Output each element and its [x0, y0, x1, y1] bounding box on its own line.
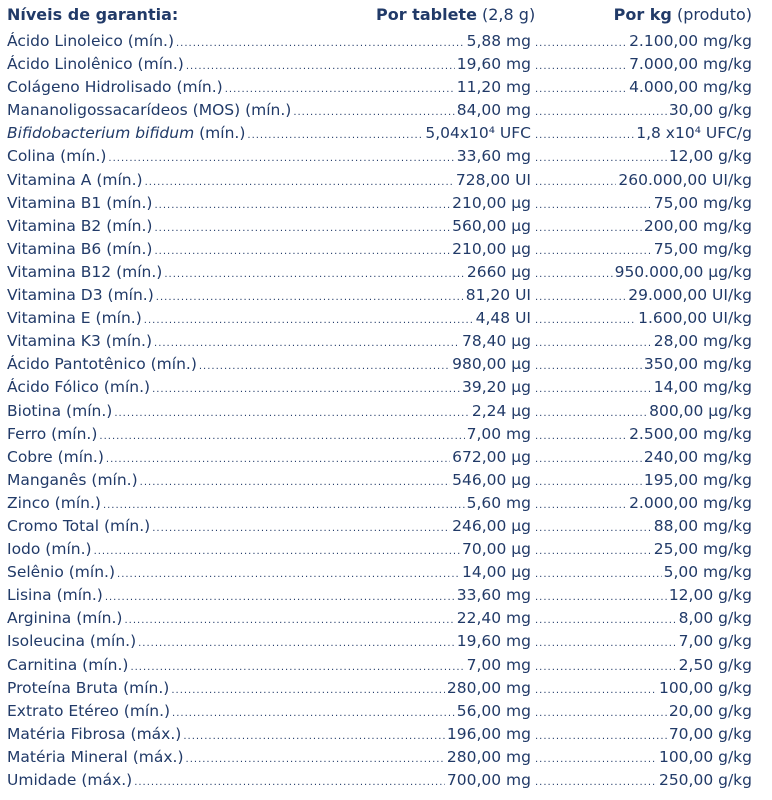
dot-leader	[535, 217, 642, 240]
row-name-and-tablet-value	[7, 469, 531, 494]
dot-leader	[152, 378, 460, 401]
nutrient-name: Vitamina A (mín.)	[7, 170, 143, 189]
table-row	[0, 99, 772, 122]
per-kg-value: 800,00 µg/kg	[649, 401, 752, 420]
dot-leader	[99, 425, 464, 448]
per-tablet-unit: (2,8 g)	[476, 5, 536, 24]
dot-leader	[535, 332, 652, 355]
dot-leader	[535, 494, 627, 517]
per-tablet-value: 33,60 mg	[456, 147, 531, 166]
per-kg-value: 950.000,00 µg/kg	[614, 262, 752, 281]
per-kg-value: 29.000,00 UI/kg	[628, 286, 752, 305]
nutrient-name: Mananoligossacarídeos (MOS) (mín.)	[7, 101, 292, 120]
row-name-and-tablet-value	[7, 446, 531, 471]
per-kg-value: 195,00 mg/kg	[643, 470, 752, 489]
per-tablet-value: 70,00 µg	[461, 540, 531, 559]
dot-leader	[535, 679, 657, 702]
dot-leader	[535, 632, 677, 655]
table-row	[0, 746, 772, 769]
per-tablet-value: 56,00 mg	[456, 701, 531, 720]
nutrient-name: Vitamina B6 (mín.)	[7, 239, 153, 258]
table-row	[0, 561, 772, 584]
row-name-and-tablet-value	[7, 515, 531, 540]
nutrient-name: Iodo (mín.)	[7, 540, 92, 559]
dot-leader	[535, 309, 636, 332]
per-tablet-value: 22,40 mg	[456, 609, 531, 628]
table-row	[0, 330, 772, 353]
nutrient-name: Ácido Linoleico (mín.)	[7, 32, 174, 50]
table-row	[0, 630, 772, 653]
per-tablet-value: 280,00 mg	[446, 678, 531, 697]
per-tablet-value: 7,00 mg	[466, 655, 531, 674]
dot-leader	[535, 101, 667, 124]
table-row	[0, 700, 772, 723]
nutrient-name: Cobre (mín.)	[7, 447, 104, 466]
per-kg-value: 240,00 mg/kg	[643, 447, 752, 466]
row-per-kg-value	[533, 330, 752, 355]
per-tablet-value: 11,20 mg	[456, 78, 531, 97]
per-kg-value: 28,00 mg/kg	[653, 332, 752, 351]
dot-leader	[535, 725, 667, 748]
row-per-kg-value	[533, 561, 752, 586]
dot-leader	[164, 263, 465, 286]
dot-leader	[138, 632, 455, 655]
per-tablet-value: 78,40 µg	[461, 332, 531, 351]
row-per-kg-value	[533, 400, 752, 425]
table-title: Níveis de garantia:	[7, 5, 179, 24]
dot-leader	[535, 147, 667, 170]
row-name-and-tablet-value	[7, 215, 531, 240]
row-per-kg-value	[533, 492, 752, 517]
per-kg-value: 30,00 g/kg	[668, 101, 752, 120]
row-per-kg-value	[533, 469, 752, 494]
dot-leader	[225, 78, 455, 101]
per-kg-value: 2.000,00 mg/kg	[629, 493, 752, 512]
row-per-kg-value	[533, 700, 752, 725]
row-per-kg-value	[533, 53, 752, 78]
row-per-kg-value	[533, 630, 752, 655]
dot-leader	[535, 402, 647, 425]
row-per-kg-value	[533, 654, 752, 679]
dot-leader	[535, 771, 657, 794]
row-per-kg-value	[533, 238, 752, 263]
table-row	[0, 169, 772, 192]
row-per-kg-value	[533, 584, 752, 609]
per-tablet-value: 4,48 UI	[475, 309, 531, 328]
per-tablet-value: 7,00 mg	[466, 424, 531, 443]
nutrient-name-qualifier: (mín.)	[194, 124, 246, 143]
row-name-and-tablet-value	[7, 607, 531, 632]
row-name-and-tablet-value	[7, 723, 531, 748]
row-name-and-tablet-value	[7, 492, 531, 517]
per-kg-value: 70,00 g/kg	[668, 724, 752, 743]
per-tablet-value: 19,60 mg	[456, 632, 531, 651]
dot-leader	[154, 332, 460, 355]
dot-leader	[535, 563, 662, 586]
table-row	[0, 238, 772, 261]
per-tablet-value: 210,00 µg	[452, 193, 531, 212]
row-name-and-tablet-value	[7, 122, 531, 147]
per-kg-label: Por kg	[613, 5, 672, 24]
nutrient-name: Biotina (mín.)	[7, 401, 113, 420]
nutrient-name	[7, 122, 245, 145]
dot-leader	[108, 147, 454, 170]
row-per-kg-value	[533, 145, 752, 170]
row-name-and-tablet-value	[7, 677, 531, 702]
table-row	[0, 492, 772, 515]
per-tablet-value: 980,00 µg	[452, 355, 531, 374]
dot-leader	[124, 609, 454, 632]
per-kg-unit: (produto)	[671, 5, 752, 24]
per-kg-value: 12,00 g/kg	[668, 147, 752, 166]
row-name-and-tablet-value	[7, 746, 531, 771]
row-name-and-tablet-value	[7, 423, 531, 448]
dot-leader	[535, 78, 627, 101]
dot-leader	[535, 656, 677, 679]
nutrient-name: Umidade (máx.)	[7, 771, 133, 789]
per-tablet-value: 81,20 UI	[465, 286, 531, 305]
row-per-kg-value	[533, 538, 752, 563]
per-kg-value: 7,00 g/kg	[678, 632, 752, 651]
dot-leader	[145, 171, 454, 194]
dot-leader	[535, 448, 642, 471]
table-row	[0, 400, 772, 423]
dot-leader	[171, 679, 445, 702]
nutrient-name: Matéria Fibrosa (máx.)	[7, 724, 182, 743]
row-name-and-tablet-value	[7, 307, 531, 332]
per-kg-value: 8,00 g/kg	[678, 609, 752, 628]
dot-leader	[156, 286, 464, 309]
row-per-kg-value	[533, 307, 752, 332]
row-name-and-tablet-value	[7, 261, 531, 286]
dot-leader	[176, 32, 465, 55]
per-tablet-value: 280,00 mg	[446, 747, 531, 766]
row-per-kg-value	[533, 376, 752, 401]
per-kg-value: 88,00 mg/kg	[653, 516, 752, 535]
table-row	[0, 30, 772, 53]
per-tablet-value: 246,00 µg	[452, 516, 531, 535]
table-row	[0, 76, 772, 99]
dot-leader	[535, 55, 627, 78]
dot-leader	[293, 101, 454, 124]
nutrient-name: Manganês (mín.)	[7, 470, 138, 489]
row-name-and-tablet-value	[7, 630, 531, 655]
nutrient-name: Zinco (mín.)	[7, 493, 101, 512]
row-per-kg-value	[533, 746, 752, 771]
per-kg-value: 75,00 mg/kg	[653, 239, 752, 258]
per-kg-value: 100,00 g/kg	[658, 747, 752, 766]
dot-leader	[535, 586, 667, 609]
per-tablet-value: 5,60 mg	[466, 493, 531, 512]
dot-leader	[117, 563, 460, 586]
per-kg-value: 20,00 g/kg	[668, 701, 752, 720]
per-kg-value: 5,00 mg/kg	[663, 563, 752, 582]
per-kg-value: 250,00 g/kg	[658, 771, 752, 789]
per-tablet-value: 19,60 mg	[456, 55, 531, 74]
row-name-and-tablet-value	[7, 53, 531, 78]
row-per-kg-value	[533, 677, 752, 702]
row-per-kg-value	[533, 122, 752, 147]
per-tablet-value: 33,60 mg	[456, 586, 531, 605]
nutrient-name: Extrato Etéreo (mín.)	[7, 701, 171, 720]
dot-leader	[130, 656, 464, 679]
per-kg-value: 350,00 mg/kg	[643, 355, 752, 374]
nutrient-name: Vitamina E (mín.)	[7, 309, 142, 328]
row-per-kg-value	[533, 99, 752, 124]
per-tablet-value: 14,00 µg	[461, 563, 531, 582]
nutrient-name: Cromo Total (mín.)	[7, 516, 151, 535]
dot-leader	[535, 32, 627, 55]
table-row	[0, 215, 772, 238]
dot-leader	[535, 355, 642, 378]
dot-leader	[103, 494, 465, 517]
row-per-kg-value	[533, 769, 752, 794]
table-row	[0, 607, 772, 630]
row-per-kg-value	[533, 215, 752, 240]
dot-leader	[535, 748, 657, 771]
per-tablet-value: 210,00 µg	[452, 239, 531, 258]
per-kg-value: 200,00 mg/kg	[643, 216, 752, 235]
dot-leader	[247, 124, 423, 147]
table-row	[0, 538, 772, 561]
dot-leader	[535, 378, 652, 401]
per-tablet-label: Por tablete	[376, 5, 477, 24]
nutrient-name: Vitamina D3 (mín.)	[7, 286, 154, 305]
row-name-and-tablet-value	[7, 538, 531, 563]
dot-leader	[535, 425, 627, 448]
per-kg-value: 260.000,00 UI/kg	[618, 170, 752, 189]
table-row	[0, 284, 772, 307]
per-tablet-value: 546,00 µg	[452, 470, 531, 489]
dot-leader	[152, 517, 450, 540]
dot-leader	[94, 540, 460, 563]
table-row	[0, 769, 772, 792]
row-name-and-tablet-value	[7, 769, 531, 794]
per-kg-value: 2,50 g/kg	[678, 655, 752, 674]
nutrient-name: Matéria Mineral (máx.)	[7, 747, 184, 766]
per-kg-value: 1,8 x10⁴ UFC/g	[636, 124, 752, 143]
per-tablet-value: 700,00 mg	[446, 771, 531, 789]
nutrient-name: Colágeno Hidrolisado (mín.)	[7, 78, 223, 97]
row-per-kg-value	[533, 192, 752, 217]
per-tablet-value: 84,00 mg	[456, 101, 531, 120]
table-row	[0, 307, 772, 330]
per-kg-value: 12,00 g/kg	[668, 586, 752, 605]
table-row	[0, 654, 772, 677]
nutrient-name: Isoleucina (mín.)	[7, 632, 137, 651]
row-per-kg-value	[533, 169, 752, 194]
dot-leader	[140, 471, 450, 494]
nutrient-name: Vitamina B1 (mín.)	[7, 193, 153, 212]
per-kg-value: 1.600,00 UI/kg	[638, 309, 752, 328]
dot-leader	[535, 471, 642, 494]
per-tablet-value: 2,24 µg	[471, 401, 531, 420]
table-row	[0, 376, 772, 399]
per-kg-value: 25,00 mg/kg	[653, 540, 752, 559]
per-kg-value: 2.500,00 mg/kg	[629, 424, 752, 443]
row-per-kg-value	[533, 284, 752, 309]
table-row	[0, 423, 772, 446]
per-tablet-value: 672,00 µg	[452, 447, 531, 466]
dot-leader	[144, 309, 474, 332]
per-kg-value: 2.100,00 mg/kg	[629, 32, 752, 50]
per-tablet-value: 560,00 µg	[452, 216, 531, 235]
dot-leader	[114, 402, 470, 425]
row-name-and-tablet-value	[7, 76, 531, 101]
row-name-and-tablet-value	[7, 376, 531, 401]
nutrient-name: Ácido Fólico (mín.)	[7, 378, 151, 397]
dot-leader	[535, 702, 667, 725]
per-kg-value: 75,00 mg/kg	[653, 193, 752, 212]
dot-leader	[154, 240, 450, 263]
nutrient-scientific-name: Bifidobacterium bifidum	[7, 124, 195, 143]
per-kg-value: 4.000,00 mg/kg	[629, 78, 752, 97]
row-name-and-tablet-value	[7, 30, 531, 55]
dot-leader	[186, 55, 455, 78]
per-kg-value: 7.000,00 mg/kg	[629, 55, 752, 74]
row-name-and-tablet-value	[7, 400, 531, 425]
dot-leader	[199, 355, 450, 378]
dot-leader	[535, 609, 677, 632]
nutrient-name: Ferro (mín.)	[7, 424, 98, 443]
table-row	[0, 261, 772, 284]
table-row	[0, 192, 772, 215]
table-row	[0, 515, 772, 538]
dot-leader	[535, 124, 634, 147]
nutrient-name: Vitamina B2 (mín.)	[7, 216, 153, 235]
nutrient-name: Selênio (mín.)	[7, 563, 116, 582]
nutrient-name: Ácido Pantotênico (mín.)	[7, 355, 197, 374]
nutrient-name: Vitamina K3 (mín.)	[7, 332, 153, 351]
dot-leader	[154, 217, 450, 240]
row-name-and-tablet-value	[7, 145, 531, 170]
table-row	[0, 122, 772, 145]
nutrient-name: Lisina (mín.)	[7, 586, 103, 605]
per-tablet-value: 5,88 mg	[466, 32, 531, 50]
row-per-kg-value	[533, 76, 752, 101]
nutrient-name: Ácido Linolênico (mín.)	[7, 55, 184, 74]
dot-leader	[134, 771, 445, 794]
table-row	[0, 723, 772, 746]
dot-leader	[106, 448, 450, 471]
nutrient-name: Carnitina (mín.)	[7, 655, 129, 674]
nutrient-name: Proteína Bruta (mín.)	[7, 678, 170, 697]
table-row	[0, 145, 772, 168]
per-tablet-value: 196,00 mg	[446, 724, 531, 743]
table-body	[0, 30, 772, 792]
table-row	[0, 446, 772, 469]
row-per-kg-value	[533, 515, 752, 540]
row-per-kg-value	[533, 261, 752, 286]
table-row	[0, 677, 772, 700]
row-name-and-tablet-value	[7, 192, 531, 217]
per-tablet-value: 39,20 µg	[461, 378, 531, 397]
table-row	[0, 53, 772, 76]
nutrient-name: Arginina (mín.)	[7, 609, 123, 628]
row-per-kg-value	[533, 423, 752, 448]
row-name-and-tablet-value	[7, 284, 531, 309]
row-name-and-tablet-value	[7, 353, 531, 378]
row-per-kg-value	[533, 446, 752, 471]
row-per-kg-value	[533, 607, 752, 632]
row-name-and-tablet-value	[7, 238, 531, 263]
row-name-and-tablet-value	[7, 99, 531, 124]
dot-leader	[535, 171, 616, 194]
dot-leader	[535, 263, 613, 286]
per-tablet-value: 728,00 UI	[455, 170, 531, 189]
row-name-and-tablet-value	[7, 584, 531, 609]
table-row	[0, 584, 772, 607]
per-tablet-value: 5,04x10⁴ UFC	[425, 124, 531, 143]
nutrient-name: Colina (mín.)	[7, 147, 107, 166]
dot-leader	[535, 540, 652, 563]
dot-leader	[535, 286, 626, 309]
row-per-kg-value	[533, 353, 752, 378]
row-per-kg-value	[533, 723, 752, 748]
per-tablet-value: 2660 µg	[466, 262, 531, 281]
dot-leader	[186, 748, 445, 771]
row-name-and-tablet-value	[7, 169, 531, 194]
row-name-and-tablet-value	[7, 654, 531, 679]
table-row	[0, 353, 772, 376]
per-kg-value: 14,00 mg/kg	[653, 378, 752, 397]
per-tablet-column-header	[376, 5, 535, 24]
dot-leader	[183, 725, 445, 748]
dot-leader	[105, 586, 455, 609]
row-name-and-tablet-value	[7, 700, 531, 725]
per-kg-value: 100,00 g/kg	[658, 678, 752, 697]
dot-leader	[535, 240, 652, 263]
row-per-kg-value	[533, 30, 752, 55]
table-row	[0, 469, 772, 492]
row-name-and-tablet-value	[7, 561, 531, 586]
row-name-and-tablet-value	[7, 330, 531, 355]
nutrient-name: Vitamina B12 (mín.)	[7, 262, 163, 281]
dot-leader	[535, 517, 652, 540]
dot-leader	[172, 702, 455, 725]
dot-leader	[535, 194, 652, 217]
per-kg-column-header	[614, 5, 752, 24]
table-header	[0, 0, 772, 30]
dot-leader	[154, 194, 450, 217]
